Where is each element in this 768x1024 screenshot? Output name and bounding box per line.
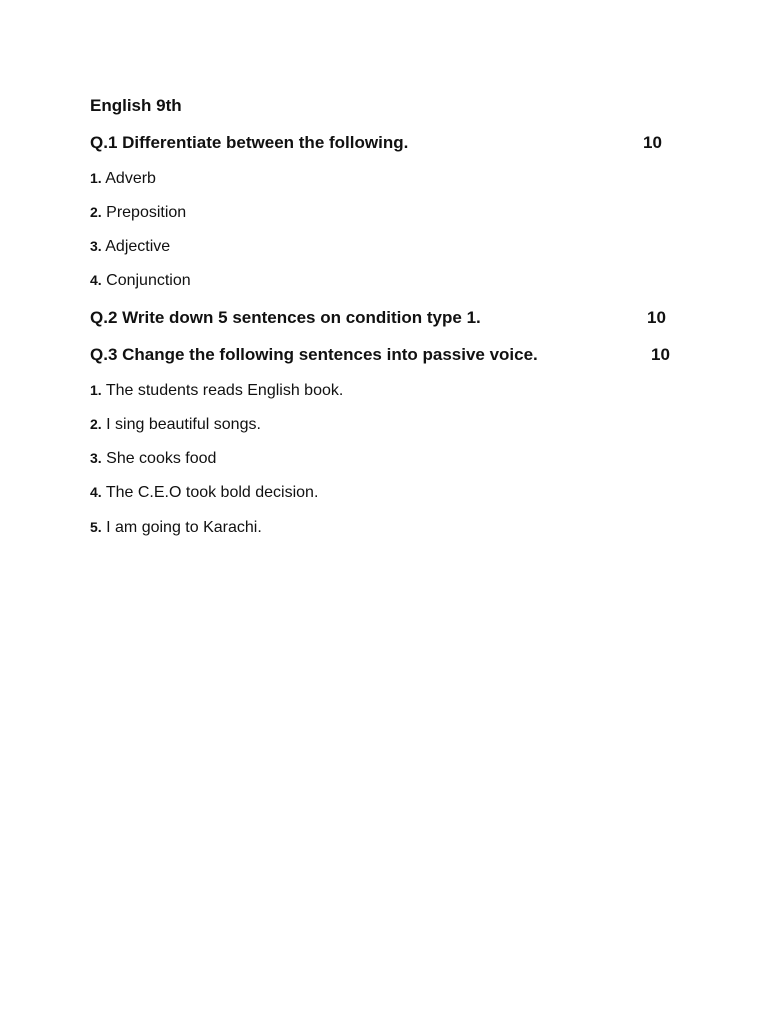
item-text: I sing beautiful songs. [106,416,261,433]
question-2-text: Q.2 Write down 5 sentences on condition type 1. [90,308,481,327]
item-number: 1. [90,382,102,398]
item-number: 3. [90,238,102,254]
item-text: Conjunction [106,272,191,289]
question-2-marks: 10 [647,308,666,327]
list-item [90,519,262,537]
item-text: Adjective [105,238,171,255]
item-text: Adverb [105,170,156,187]
list-item [90,272,191,290]
list-item [90,382,343,400]
item-number: 4. [90,272,102,288]
item-number: 3. [90,450,102,466]
item-text: The students reads English book. [105,382,344,399]
question-1-text: Q.1 Differentiate between the following. [90,133,409,152]
list-item [90,416,261,434]
list-item [90,170,156,188]
item-text: Preposition [106,204,187,221]
item-number: 4. [90,484,102,500]
item-text: She cooks food [106,450,217,467]
list-item [90,204,186,222]
item-number: 5. [90,519,102,535]
question-3-text: Q.3 Change the following sentences into passive voice. [90,345,538,364]
item-text: I am going to Karachi. [106,519,262,536]
item-number: 1. [90,170,102,186]
list-item [90,484,318,502]
item-number: 2. [90,416,102,432]
list-item [90,238,170,256]
question-3-marks: 10 [651,345,670,364]
item-number: 2. [90,204,102,220]
item-text: The C.E.O took bold decision. [105,484,319,501]
document-title: English 9th [90,96,182,115]
question-1-marks: 10 [643,133,662,152]
list-item [90,450,216,468]
